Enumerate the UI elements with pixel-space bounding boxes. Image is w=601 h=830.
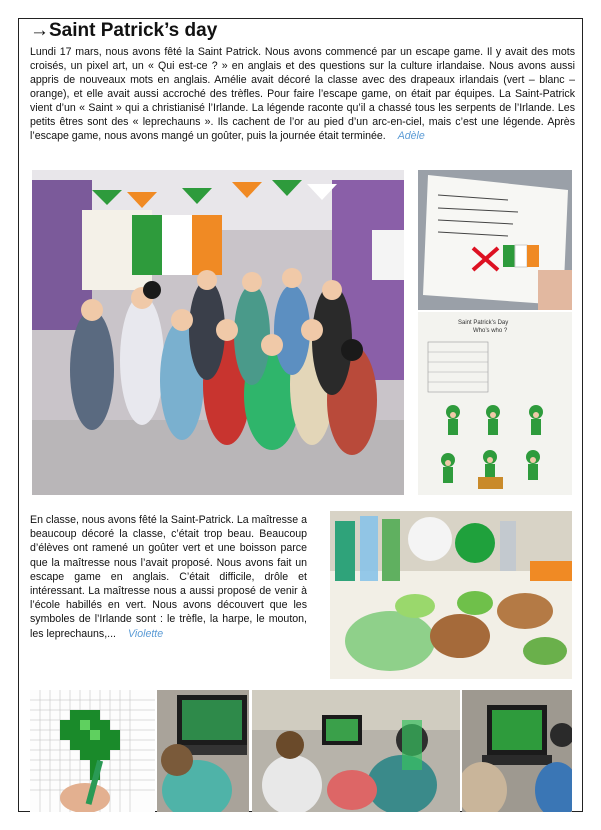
page-title <box>30 20 217 42</box>
arrow-icon: → <box>30 20 49 41</box>
worksheet-subtitle: Who’s who ? <box>473 328 508 334</box>
article-violette-text: En classe, nous avons fêté la Saint-Patrick. La maîtresse a beaucoup décoré la classe, c’était trop beau. Beaucoup d’élèves ont ramené un goûter vert et une boisson parce que la maîtresse nous l’avait proposé. Nous avons fait un escape game en anglais. C’était difficile, drôle et intéressant. La maîtresse nous a aussi proposé de venir à l’école habillés en vert. Nous avons découvert que les symboles de l’Irlande sont : le trèfle, la harpe, le mouton, les leprechauns,... <box>30 514 307 640</box>
author-adele: Adèle <box>397 130 425 142</box>
title-text: Saint Patrick’s day <box>49 20 218 41</box>
laptop-group-photo <box>462 690 572 812</box>
article-adele <box>30 45 575 143</box>
worksheet-title: Saint Patrick’s Day <box>458 320 509 326</box>
class-group-photo <box>32 170 404 495</box>
whos-who-worksheet-photo <box>418 312 572 495</box>
laptop-student-photo <box>157 690 249 812</box>
snack-table-photo <box>330 511 572 679</box>
article-violette <box>30 513 307 641</box>
escape-game-worksheet-photo <box>418 170 572 310</box>
pixel-art-photo <box>30 690 155 812</box>
article-adele-text: Lundi 17 mars, nous avons fêté la Saint Patrick. Nous avons commencé par un escape game. Il y avait des mots croisés, un pixel art, un « Qui est-ce ? » en anglais et des questions sur la culture irlandaise. Nous avons aussi appris de nouveaux mots en anglais. Amélie avait décoré la classe avec des drapeaux irlandais (vert – blanc – orange), et elle avait aussi accroché des trèfles. Pour faire l’escape game, on était par équipes. La Saint-Patrick vient d’un « Saint » qui a christianisé l’Irlande. La légende raconte qu’il a chassé tous les serpents de l’Irlande. Les petits êtres sont des « leprechauns ». Ils cachent de l’or au pied d’un arc-en-ciel, mais c’est une légende. Après l’escape game, nous avons mangé un goûter, puis la journée était terminée. <box>30 46 575 142</box>
author-violette: Violette <box>127 627 164 640</box>
classroom-computers-photo <box>252 690 460 812</box>
